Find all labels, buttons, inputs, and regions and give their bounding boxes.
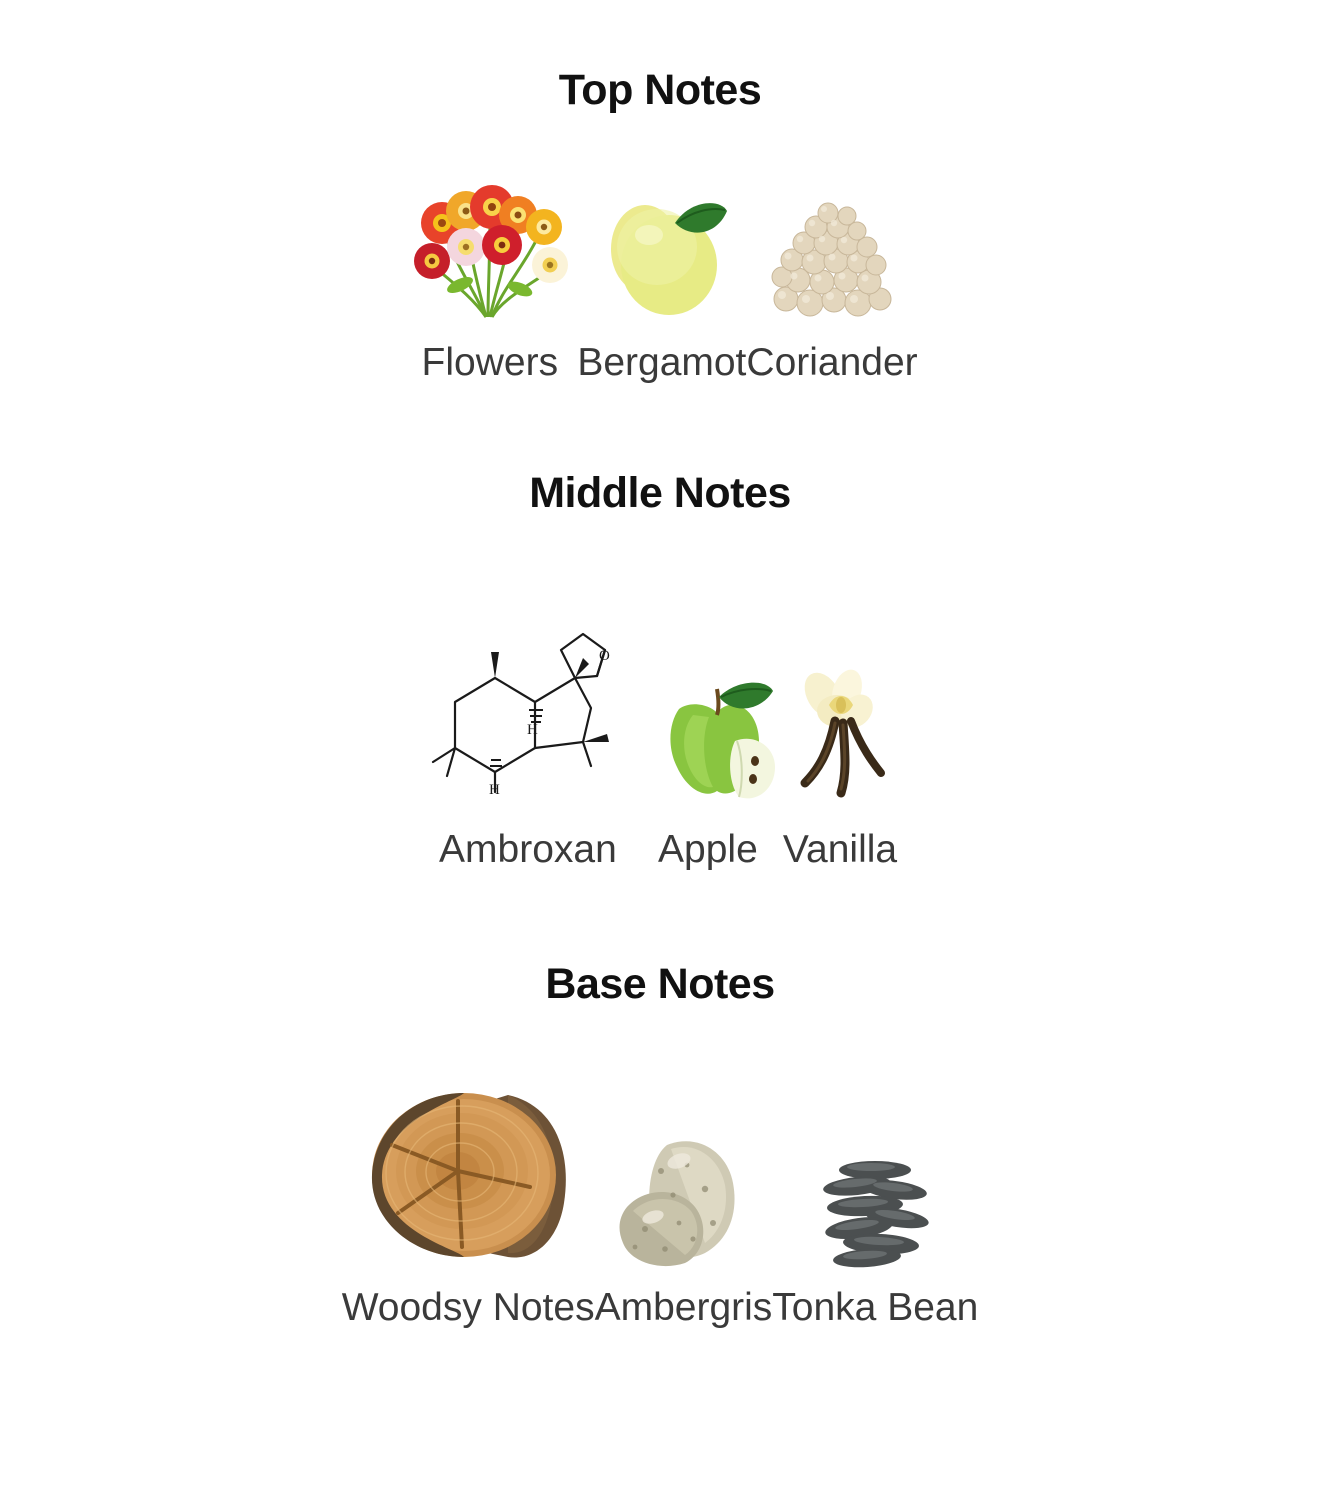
green-apple-image <box>633 665 783 815</box>
tonka-beans-image <box>805 1156 945 1271</box>
note-item-tonka-bean <box>772 1156 978 1330</box>
section-title-middle-notes: Middle Notes <box>529 468 791 517</box>
bergamot-citrus-image <box>587 177 737 322</box>
section-title-top-notes: Top Notes <box>558 66 762 114</box>
flowers-bouquet-image <box>402 177 577 322</box>
svg-text:H: H <box>488 781 500 798</box>
note-item-woodsy-notes <box>342 1071 595 1330</box>
note-item-vanilla <box>783 665 897 872</box>
note-label-bergamot: Bergamot <box>577 341 747 384</box>
coriander-seeds-image <box>762 177 902 322</box>
svg-text:O: O <box>598 647 610 664</box>
section-base-notes <box>0 960 1320 1330</box>
notes-row-top <box>0 177 1320 385</box>
section-title-base-notes: Base Notes <box>545 959 775 1008</box>
ambergris-stone-image <box>601 1131 766 1271</box>
note-item-bergamot <box>577 177 746 385</box>
notes-row-middle <box>0 630 1320 872</box>
svg-text:H: H <box>526 721 538 738</box>
note-item-flowers <box>402 177 577 385</box>
wood-log-image <box>358 1071 578 1271</box>
note-label-flowers: Flowers <box>421 341 559 384</box>
section-middle-notes <box>0 469 1320 872</box>
note-label-vanilla: Vanilla <box>782 827 898 871</box>
notes-row-base <box>0 1071 1320 1330</box>
note-label-tonka-bean: Tonka Bean <box>772 1285 979 1329</box>
section-top-notes <box>0 66 1320 385</box>
fragrance-notes-page <box>0 66 1320 1510</box>
note-item-apple <box>633 665 783 872</box>
ambroxan-molecule-diagram <box>423 630 633 815</box>
note-label-woodsy-notes: Woodsy Notes <box>341 1285 595 1329</box>
note-label-ambroxan: Ambroxan <box>439 827 617 871</box>
vanilla-flower-pods-image <box>785 665 895 815</box>
note-label-ambergris: Ambergris <box>594 1285 773 1329</box>
note-item-ambroxan <box>423 630 633 872</box>
note-label-coriander: Coriander <box>746 341 918 384</box>
note-item-ambergris <box>595 1131 773 1330</box>
note-item-coriander <box>746 177 917 385</box>
note-label-apple: Apple <box>658 827 758 871</box>
